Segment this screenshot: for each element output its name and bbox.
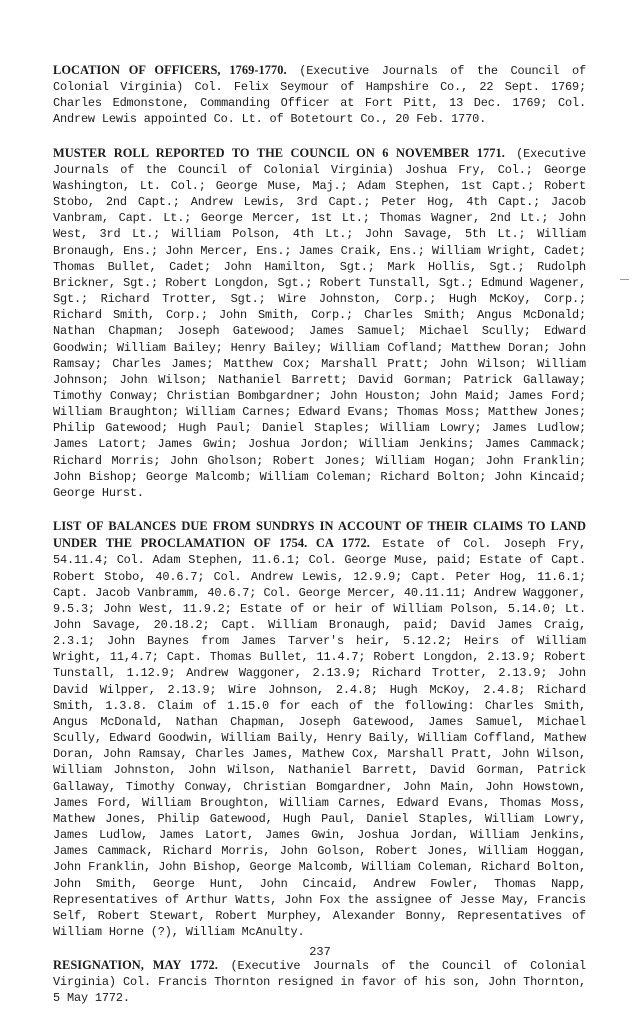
margin-mark xyxy=(620,279,629,280)
document-body xyxy=(53,62,586,1024)
entry-heading: MUSTER ROLL REPORTED TO THE COUNCIL ON 6 NOVEMBER 1771. xyxy=(53,145,505,160)
entry-location-of-officers xyxy=(53,62,586,128)
page-number: 237 xyxy=(309,945,331,959)
entry-text: (Executive Journals of the Council of Colonial Virginia) Col. Felix Seymour of Hampshire Co., 22 Sept. 1769; Charles Edmonstone, Commanding Officer at Fort Pitt, 13 Dec. 1769; Col. Andrew Lewis appointed Co. Lt. of Botetourt Co., 20 Feb. 1770. xyxy=(53,64,586,127)
entry-text: (Executive Journals of the Council of Colonial Virginia) Col. Francis Thornton resigned in favor of his son, John Thornton, 5 May 1772. xyxy=(53,959,586,1006)
entry-muster-roll xyxy=(53,145,586,501)
entry-text: Estate of Col. Joseph Fry, 54.11.4; Col. Adam Stephen, 11.6.1; Col. George Muse, paid; Estate of Capt. Robert Stobo, 40.6.7; Col. Andrew Lewis, 12.9.9; Capt. Peter Hog, 11.6.1; Capt. Jacob Vanbramm, 40.6.7; Col. George Mercer, 40.11.11; Andrew Waggoner, 9.5.3; John West, 11.9.2; Estate of or heir of William Polson, 5.14.0; Lt. John Savage, 20.18.2; Capt. William Bronaugh, paid; David James Craig, 2.3.1; John Baynes from James Tarver's heir, 5.12.2; Heirs of William Wright, 11,4.7; Capt. Thomas Bullet, 11.4.7; Robert Longdon, 2.13.9; Robert Tunstall, 1.12.9; Andrew Waggoner, 2.13.9; Richard Trotter, 2.13.9; John David Wilpper, 2.13.9; Wire Johnson, 2.4.8; Hugh McKoy, 2.4.8; Richard Smith, 1.3.8. Claim of 1.15.0 for each of the following: Charles Smith, Angus McDonald, Nathan Chapman, Joseph Gatewood, James Samuel, Michael Scully, Edward Goodwin, William Baily, Henry Baily, William Coffland, Mathew Doran, John Ramsay, Charles James, Mathew Cox, Marshall Pratt, John Wilson, William Johnston, John Wilson, Nathaniel Barrett, David Gorman, Patrick Gallaway, Timothy Conway, Christian Bomgardner, John Main, John Howstown, James Ford, William Broughton, William Carnes, Edward Evans, Thomas Moss, Mathew Jones, Philip Gatewood, Hugh Paul, Daniel Staples, William Lowry, James Ludlow, James Latort, James Gwin, Joshua Jordan, William Jenkins, James Cammack, Richard Morris, John Golson, Robert Jones, William Hoggan, John Franklin, John Bishop, George Malcomb, William Coleman, Richard Bolton, John Smith, George Hunt, John Cincaid, Andrew Fowler, Thomas Napp, Representatives of Arthur Watts, John Fox the assignee of Jesse May, Francis Self, Robert Stewart, Robert Murphey, Alexander Bonny, Representatives of William Horne (?), William McAnulty. xyxy=(53,537,586,939)
entry-resignation xyxy=(53,957,586,1006)
entry-list-of-balances xyxy=(53,518,586,940)
entry-heading: LIST OF BALANCES DUE FROM SUNDRYS IN ACCOUNT OF THEIR CLAIMS TO LAND UNDER THE PROCLAMATION OF 1754. CA 1772. xyxy=(53,519,586,551)
entry-heading: LOCATION OF OFFICERS, 1769-1770. xyxy=(53,63,287,77)
entry-heading: RESIGNATION, MAY 1772. xyxy=(53,958,218,973)
entry-text: (Executive Journals of the Council of Colonial Virginia) Joshua Fry, Col.; George Washington, Lt. Col.; George Muse, Maj.; Adam Stephen, 1st Capt.; Robert Stobo, 2nd Capt.; Andrew Lewis, 3rd Capt.; Peter Hog, 4th Capt.; Jacob Vanbram, Capt. Lt.; George Mercer, 1st Lt.; Thomas Wagner, 2nd Lt.; John West, 3rd Lt.; William Polson, 4th Lt.; John Savage, 5th Lt.; William Bronaugh, Ens.; John Mercer, Ens.; James Craik, Ens.; William Wright, Cadet; Thomas Bullet, Cadet; John Hamilton, Sgt.; Mark Hollis, Sgt.; Rudolph Brickner, Sgt.; Robert Longdon, Sgt.; Robert Tunstall, Sgt.; Edmund Wagener, Sgt.; Richard Trotter, Sgt.; Wire Johnston, Corp.; Hugh McKoy, Corp.; Richard Smith, Corp.; John Smith, Corp.; Charles Smith; Angus McDonald; Nathan Chapman; Joseph Gatewood; James Samuel; Michael Scully; Edward Goodwin; William Bailey; Henry Bailey; William Cofland; Matthew Doran; John Ramsay; Charles James; Matthew Cox; Marshall Pratt; John Wilson; William Johnson; John Wilson; Nathaniel Barrett; David Gorman; Patrick Gallaway; Timothy Conway; Christian Bombgardner; John Houston; John Maid; James Ford; William Braughton; William Carnes; Edward Evans; Thomas Moss; Matthew Jones; Philip Gatewood; Hugh Paul; Daniel Staples; William Lowry; James Ludlow; James Latort; James Gwin; Joshua Jordon; William Jenkins; James Cammack; Richard Morris; John Gholson; Robert Jones; William Hogan; John Franklin; John Bishop; George Malcomb; William Coleman; Richard Bolton; John Kincaid; George Hurst. xyxy=(53,146,586,500)
